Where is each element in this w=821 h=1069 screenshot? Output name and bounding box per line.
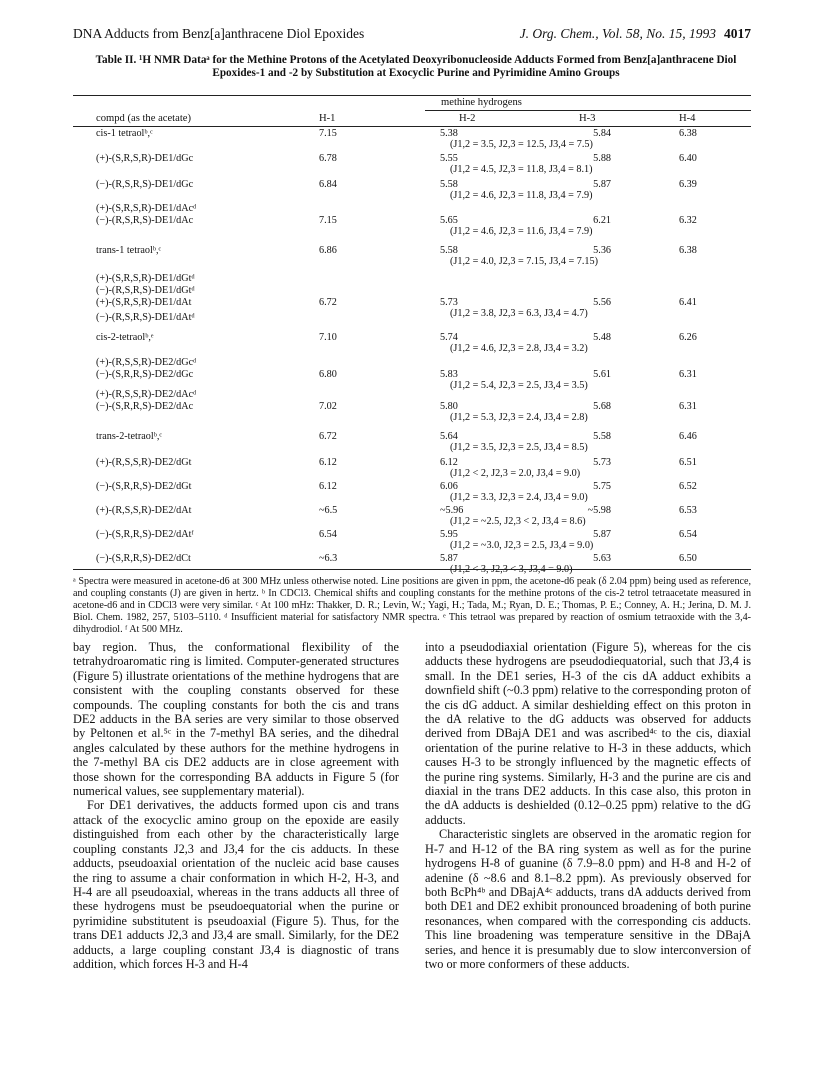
coupling-constants: (J1,2 = 3.5, J2,3 = 12.5, J3,4 = 7.5) xyxy=(450,139,593,150)
h4-value: 6.50 xyxy=(679,553,697,564)
coupling-constants: (J1,2 = 4.6, J2,3 = 11.8, J3,4 = 7.9) xyxy=(450,190,593,201)
header-title: DNA Adducts from Benz[a]anthracene Diol Epoxides xyxy=(73,26,365,41)
compound-name: (+)-(S,R,S,R)-DE1/dGtᵈ xyxy=(96,273,195,284)
compound-cell xyxy=(96,179,311,191)
paragraph: into a pseudodiaxial orientation (Figure 5), whereas for the cis adducts these hydrogens are pseudodiequatorial, such that J3,4 is small. In the DE1 series, H-3 of the cis dA adduct exhibits a downfield shift (~0.3 ppm) relative to the corresponding proton of the cis dG adduct. A similar deshielding effect on this proton in the dA relative to the dG adducts was observed for adducts derived from DBajA DE1 and was ascribed⁴ᶜ to the cis, diaxial orientation of the purine relative to H-3 in these adducts, which causes H-3 to be strongly influenced by the magnetic effects of the purine ring systems. Similarly, H-3 and the purine are cis and diaxial in the trans DE2 adducts. In this case also, this proton in the dA adducts is deshielded (0.12–0.25 ppm) relative to the dG adducts. xyxy=(425,640,751,827)
h1-value: 7.15 xyxy=(319,215,337,226)
h2-value: 5.87 xyxy=(440,553,458,564)
compound-name: (−)-(R,S,R,S)-DE1/dAtᵈ xyxy=(96,312,195,323)
compound-name: (−)-(R,S,R,S)-DE1/dAc xyxy=(96,215,194,226)
h3-value: 5.87 xyxy=(593,179,611,190)
compound-cell xyxy=(96,312,311,324)
compound-name: (+)-(R,S,S,R)-DE2/dGt xyxy=(96,457,192,468)
compound-name: (−)-(S,R,R,S)-DE2/dAtᶠ xyxy=(96,529,194,540)
h2-value: 5.83 xyxy=(440,369,458,380)
table-caption: Table II. ¹H NMR Dataᵃ for the Methine Protons of the Acetylated Deoxyribonucleoside Adducts Formed from Benz[a]anthracene Diol Epoxides-1 and -2 by Substitution at Exocyclic Purine and Pyrimidine Amino Groups xyxy=(95,54,737,79)
compound-name: (+)-(S,R,S,R)-DE1/dGc xyxy=(96,153,194,164)
paragraph: bay region. Thus, the conformational flexibility of the tetrahydroaromatic ring is limited. Computer-generated structures (Figure 5) illustrate orientations of the methine hydrogens that are consistent with the coupling constants observed for these compounds. The coupling constants for both the cis and trans DE2 adducts in the BA series are very similar to those observed by Peltonen et al.⁵ᶜ in the 7-methyl BA series, and the dihedral angles calculated by these authors for the methine hydrogens in the 7-methyl BA cis DE2 adducts are in close agreement with those shown for the corresponding BA adducts in Figure 5 (for numerical values, see supplementary material). xyxy=(73,640,399,799)
coupling-constants: (J1,2 = 3.3, J2,3 = 2.4, J3,4 = 9.0) xyxy=(450,492,588,503)
h1-value: 6.12 xyxy=(319,457,337,468)
compound-name: cis-1 tetraolᵇ,ᶜ xyxy=(96,128,153,139)
table-top-rule xyxy=(73,95,751,96)
coupling-constants: (J1,2 < 3, J2,3 < 3, J3,4 = 9.0) xyxy=(450,564,573,575)
h1-value: 7.15 xyxy=(319,128,337,139)
h1-value: 6.86 xyxy=(319,245,337,256)
h3-value: 5.63 xyxy=(593,553,611,564)
coupling-constants: (J1,2 = 4.5, J2,3 = 11.8, J3,4 = 8.1) xyxy=(450,164,593,175)
h3-value: 5.61 xyxy=(593,369,611,380)
h2-value: ~5.96 xyxy=(440,505,464,516)
coupling-constants: (J1,2 = ~2.5, J2,3 < 2, J3,4 = 8.6) xyxy=(450,516,586,527)
h3-value: 5.87 xyxy=(593,529,611,540)
header-bottom-rule xyxy=(73,126,751,127)
h1-value: 6.54 xyxy=(319,529,337,540)
compound-name: (−)-(S,R,R,S)-DE2/dCt xyxy=(96,553,191,564)
h4-value: 6.46 xyxy=(679,431,697,442)
compound-cell xyxy=(96,128,311,140)
h4-value: 6.31 xyxy=(679,369,697,380)
h4-value: 6.51 xyxy=(679,457,697,468)
h2-value: 5.58 xyxy=(440,245,458,256)
col-header-h3: H-3 xyxy=(579,113,596,124)
compound-name: trans-1 tetraolᵇ,ᶜ xyxy=(96,245,162,256)
paragraph: Characteristic singlets are observed in the aromatic region for H-7 and H-12 of the BA ring system as well as for the purine hydrogens H-8 of guanine (δ 7.9–8.0 ppm) and H-8 and H-2 of adenine (δ ~8.6 and 8.1–8.2 ppm). As previously observed for both BcPh⁴ᵇ and DBajA⁴ᶜ adducts, trans dA adducts derived from both DE1 and DE2 exhibit pronounced broadening of both purine resonances, when compared with the corresponding cis adducts. This line broadening was temperature sensitive in the DBajA series, and hence it is presumably due to slow interconversion of two or more conformers of these adducts. xyxy=(425,827,751,971)
compound-cell xyxy=(96,431,311,443)
coupling-constants: (J1,2 < 2, J2,3 = 2.0, J3,4 = 9.0) xyxy=(450,468,581,479)
h1-value: 6.80 xyxy=(319,369,337,380)
h1-value: 6.72 xyxy=(319,297,337,308)
compound-cell xyxy=(96,245,311,257)
h2-value: 5.73 xyxy=(440,297,458,308)
h1-value: 6.84 xyxy=(319,179,337,190)
h1-value: 6.72 xyxy=(319,431,337,442)
coupling-constants: (J1,2 = ~3.0, J2,3 = 2.5, J3,4 = 9.0) xyxy=(450,540,594,551)
h2-value: 6.06 xyxy=(440,481,458,492)
h4-value: 6.53 xyxy=(679,505,697,516)
compound-cell xyxy=(96,529,311,541)
coupling-constants: (J1,2 = 4.0, J2,3 = 7.15, J3,4 = 7.15) xyxy=(450,256,598,267)
compound-name: trans-2-tetraolᵇ,ᶜ xyxy=(96,431,163,442)
coupling-constants: (J1,2 = 5.4, J2,3 = 2.5, J3,4 = 3.5) xyxy=(450,380,588,391)
h4-value: 6.39 xyxy=(679,179,697,190)
paragraph: For DE1 derivatives, the adducts formed upon cis and trans attack of the exocyclic amino group on the epoxide are easily distinguished from each other by the characteristically large coupling constants J2,3 and J3,4 for the cis adducts. In these adducts, pseudoaxial orientation of the nucleic acid base causes the ring to assume a chair conformation in which H-2, H-3, and H-4 are all pseudoaxial, whereas in the trans adducts all three of these hydrogens must be pseudoequatorial when the purine or pyrimidine substitutent is pseudoaxial (Figure 5). Thus, for the trans DE1 adducts J2,3 and J3,4 are small. Similarly, for the DE2 adducts, a large coupling constant J3,4 is diagnostic of trans addition, which forces H-3 and H-4 xyxy=(73,798,399,971)
page-number: 4017 xyxy=(724,26,751,41)
h2-value: 5.95 xyxy=(440,529,458,540)
coupling-constants: (J1,2 = 4.6, J2,3 = 2.8, J3,4 = 3.2) xyxy=(450,343,588,354)
h3-value: ~5.98 xyxy=(587,505,611,516)
compound-cell xyxy=(96,153,311,165)
h2-value: 5.38 xyxy=(440,128,458,139)
compound-cell xyxy=(96,505,311,517)
h3-value: 5.48 xyxy=(593,332,611,343)
compound-name: (−)-(S,R,R,S)-DE2/dGt xyxy=(96,481,192,492)
group-rule xyxy=(425,110,751,111)
compound-name: (+)-(R,S,S,R)-DE2/dAcᵈ xyxy=(96,389,197,400)
h4-value: 6.38 xyxy=(679,245,697,256)
compound-name: (+)-(R,S,S,R)-DE2/dGcᵈ xyxy=(96,357,197,368)
h3-value: 5.88 xyxy=(593,153,611,164)
h3-value: 6.21 xyxy=(593,215,611,226)
compound-cell xyxy=(96,389,311,413)
col-header-compd: compd (as the acetate) xyxy=(96,113,191,124)
compound-name: (+)-(S,R,S,R)-DE1/dAt xyxy=(96,297,192,308)
compound-name: (−)-(S,R,R,S)-DE2/dAc xyxy=(96,401,194,412)
h1-value: 6.78 xyxy=(319,153,337,164)
coupling-constants: (J1,2 = 4.6, J2,3 = 11.6, J3,4 = 7.9) xyxy=(450,226,593,237)
h2-value: 5.64 xyxy=(440,431,458,442)
h2-value: 5.80 xyxy=(440,401,458,412)
coupling-constants: (J1,2 = 5.3, J2,3 = 2.4, J3,4 = 2.8) xyxy=(450,412,588,423)
compound-name: (−)-(S,R,R,S)-DE2/dGc xyxy=(96,369,194,380)
h3-value: 5.84 xyxy=(593,128,611,139)
col-header-h2: H-2 xyxy=(459,113,476,124)
h1-value: 6.12 xyxy=(319,481,337,492)
h4-value: 6.40 xyxy=(679,153,697,164)
h3-value: 5.58 xyxy=(593,431,611,442)
h1-value: ~6.5 xyxy=(319,505,338,516)
h1-value: 7.02 xyxy=(319,401,337,412)
compound-cell xyxy=(96,273,311,309)
compound-name: (+)-(R,S,S,R)-DE2/dAt xyxy=(96,505,192,516)
h3-value: 5.68 xyxy=(593,401,611,412)
h3-value: 5.73 xyxy=(593,457,611,468)
compound-name: (−)-(R,S,R,S)-DE1/dGc xyxy=(96,179,194,190)
body-column-left xyxy=(73,640,399,971)
col-header-h1: H-1 xyxy=(319,113,336,124)
h1-value: ~6.3 xyxy=(319,553,338,564)
h2-value: 6.12 xyxy=(440,457,458,468)
h2-value: 5.55 xyxy=(440,153,458,164)
compound-cell xyxy=(96,332,311,344)
group-header: methine hydrogens xyxy=(441,97,522,108)
h4-value: 6.38 xyxy=(679,128,697,139)
h4-value: 6.31 xyxy=(679,401,697,412)
compound-cell xyxy=(96,203,311,227)
h3-value: 5.56 xyxy=(593,297,611,308)
journal-citation: J. Org. Chem., Vol. 58, No. 15, 1993 xyxy=(519,26,716,41)
h3-value: 5.75 xyxy=(593,481,611,492)
compound-name: cis-2-tetraolᵇ,ᵉ xyxy=(96,332,154,343)
h4-value: 6.54 xyxy=(679,529,697,540)
running-header xyxy=(73,26,751,42)
h2-value: 5.58 xyxy=(440,179,458,190)
table-footnotes: ᵃ Spectra were measured in acetone-d6 at 300 MHz unless otherwise noted. Line positions are given in ppm, the acetone-d6 peak (δ 2.04 ppm) being used as reference, and coupling constants (J) are given in hertz. ᵇ In CDCl3. Chemical shifts and coupling constants for the methine protons of the cis-2 tetrol tetraacetate measured in acetone-d6 and in CDCl3 were very similar. ᶜ At 100 mHz: Thakker, D. R.; Levin, W.; Yagi, H.; Tada, M.; Ryan, D. E.; Thomas, P. E.; Conney, A. H.; Jerina, D. M. J. Biol. Chem. 1982, 257, 5103–5110. ᵈ Insufficient material for satisfactory NMR spectra. ᵉ This tetraol was prepared by reaction of osmium tetraoxide with the 3,4-dihydrodiol. ᶠ At 500 MHz. xyxy=(73,576,751,635)
col-header-h4: H-4 xyxy=(679,113,696,124)
h2-value: 5.65 xyxy=(440,215,458,226)
h4-value: 6.41 xyxy=(679,297,697,308)
compound-cell xyxy=(96,481,311,493)
body-column-right xyxy=(425,640,751,971)
table-bottom-rule xyxy=(73,569,751,570)
h2-value: 5.74 xyxy=(440,332,458,343)
compound-cell xyxy=(96,553,311,565)
h4-value: 6.26 xyxy=(679,332,697,343)
h3-value: 5.36 xyxy=(593,245,611,256)
header-citation xyxy=(520,26,751,42)
h4-value: 6.52 xyxy=(679,481,697,492)
h1-value: 7.10 xyxy=(319,332,337,343)
h4-value: 6.32 xyxy=(679,215,697,226)
compound-cell xyxy=(96,457,311,469)
compound-name: (−)-(R,S,R,S)-DE1/dGtᵈ xyxy=(96,285,195,296)
coupling-constants: (J1,2 = 3.5, J2,3 = 2.5, J3,4 = 8.5) xyxy=(450,442,588,453)
compound-cell xyxy=(96,357,311,381)
compound-name: (+)-(S,R,S,R)-DE1/dAcᵈ xyxy=(96,203,197,214)
coupling-constants: (J1,2 = 3.8, J2,3 = 6.3, J3,4 = 4.7) xyxy=(450,308,588,319)
